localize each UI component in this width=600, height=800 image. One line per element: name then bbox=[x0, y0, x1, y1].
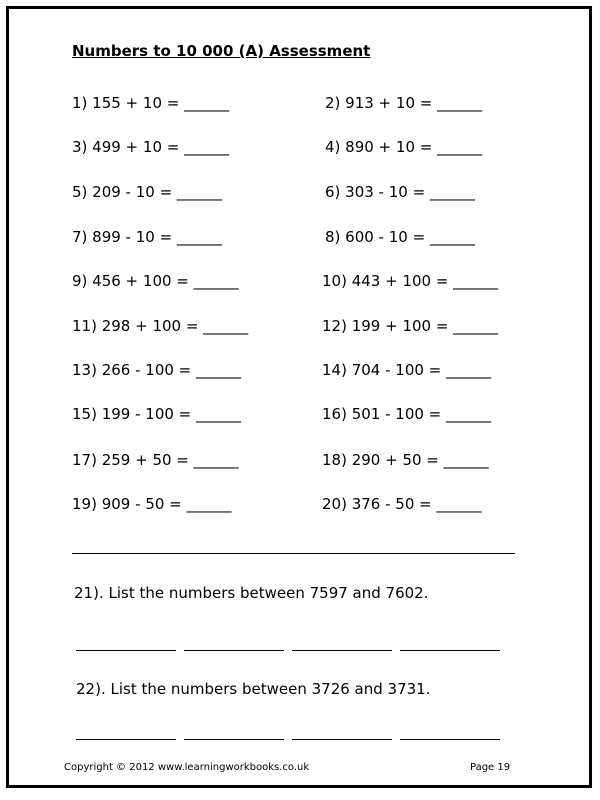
page-border bbox=[6, 6, 592, 788]
question-1: 1) 155 + 10 = ______ bbox=[72, 94, 230, 112]
question-15: 15) 199 - 100 = ______ bbox=[72, 405, 242, 423]
question-17: 17) 259 + 50 = ______ bbox=[72, 451, 239, 469]
list-question-22: 22). List the numbers between 3726 and 3731. bbox=[76, 680, 431, 698]
question-18: 18) 290 + 50 = ______ bbox=[322, 451, 489, 469]
answer-blank bbox=[76, 739, 176, 740]
question-10: 10) 443 + 100 = ______ bbox=[322, 272, 499, 290]
question-9: 9) 456 + 100 = ______ bbox=[72, 272, 239, 290]
question-6: 6) 303 - 10 = ______ bbox=[325, 183, 475, 201]
answer-blank bbox=[400, 650, 500, 651]
answer-blank bbox=[292, 650, 392, 651]
list-question-21: 21). List the numbers between 7597 and 7602. bbox=[74, 584, 429, 602]
question-8: 8) 600 - 10 = ______ bbox=[325, 228, 475, 246]
answer-blank bbox=[184, 650, 284, 651]
section-divider bbox=[72, 553, 515, 554]
answer-blank bbox=[292, 739, 392, 740]
question-13: 13) 266 - 100 = ______ bbox=[72, 361, 242, 379]
question-19: 19) 909 - 50 = ______ bbox=[72, 495, 232, 513]
answer-blank bbox=[76, 650, 176, 651]
question-5: 5) 209 - 10 = ______ bbox=[72, 183, 222, 201]
question-14: 14) 704 - 100 = ______ bbox=[322, 361, 492, 379]
question-20: 20) 376 - 50 = ______ bbox=[322, 495, 482, 513]
question-2: 2) 913 + 10 = ______ bbox=[325, 94, 483, 112]
footer-copyright: Copyright © 2012 www.learningworkbooks.co.uk bbox=[64, 762, 310, 773]
footer-page-number: Page 19 bbox=[470, 762, 511, 773]
answer-blank bbox=[400, 739, 500, 740]
question-7: 7) 899 - 10 = ______ bbox=[72, 228, 222, 246]
question-12: 12) 199 + 100 = ______ bbox=[322, 317, 499, 335]
question-3: 3) 499 + 10 = ______ bbox=[72, 138, 230, 156]
question-4: 4) 890 + 10 = ______ bbox=[325, 138, 483, 156]
worksheet-title: Numbers to 10 000 (A) Assessment bbox=[72, 42, 371, 60]
answer-blank bbox=[184, 739, 284, 740]
question-11: 11) 298 + 100 = ______ bbox=[72, 317, 249, 335]
question-16: 16) 501 - 100 = ______ bbox=[322, 405, 492, 423]
